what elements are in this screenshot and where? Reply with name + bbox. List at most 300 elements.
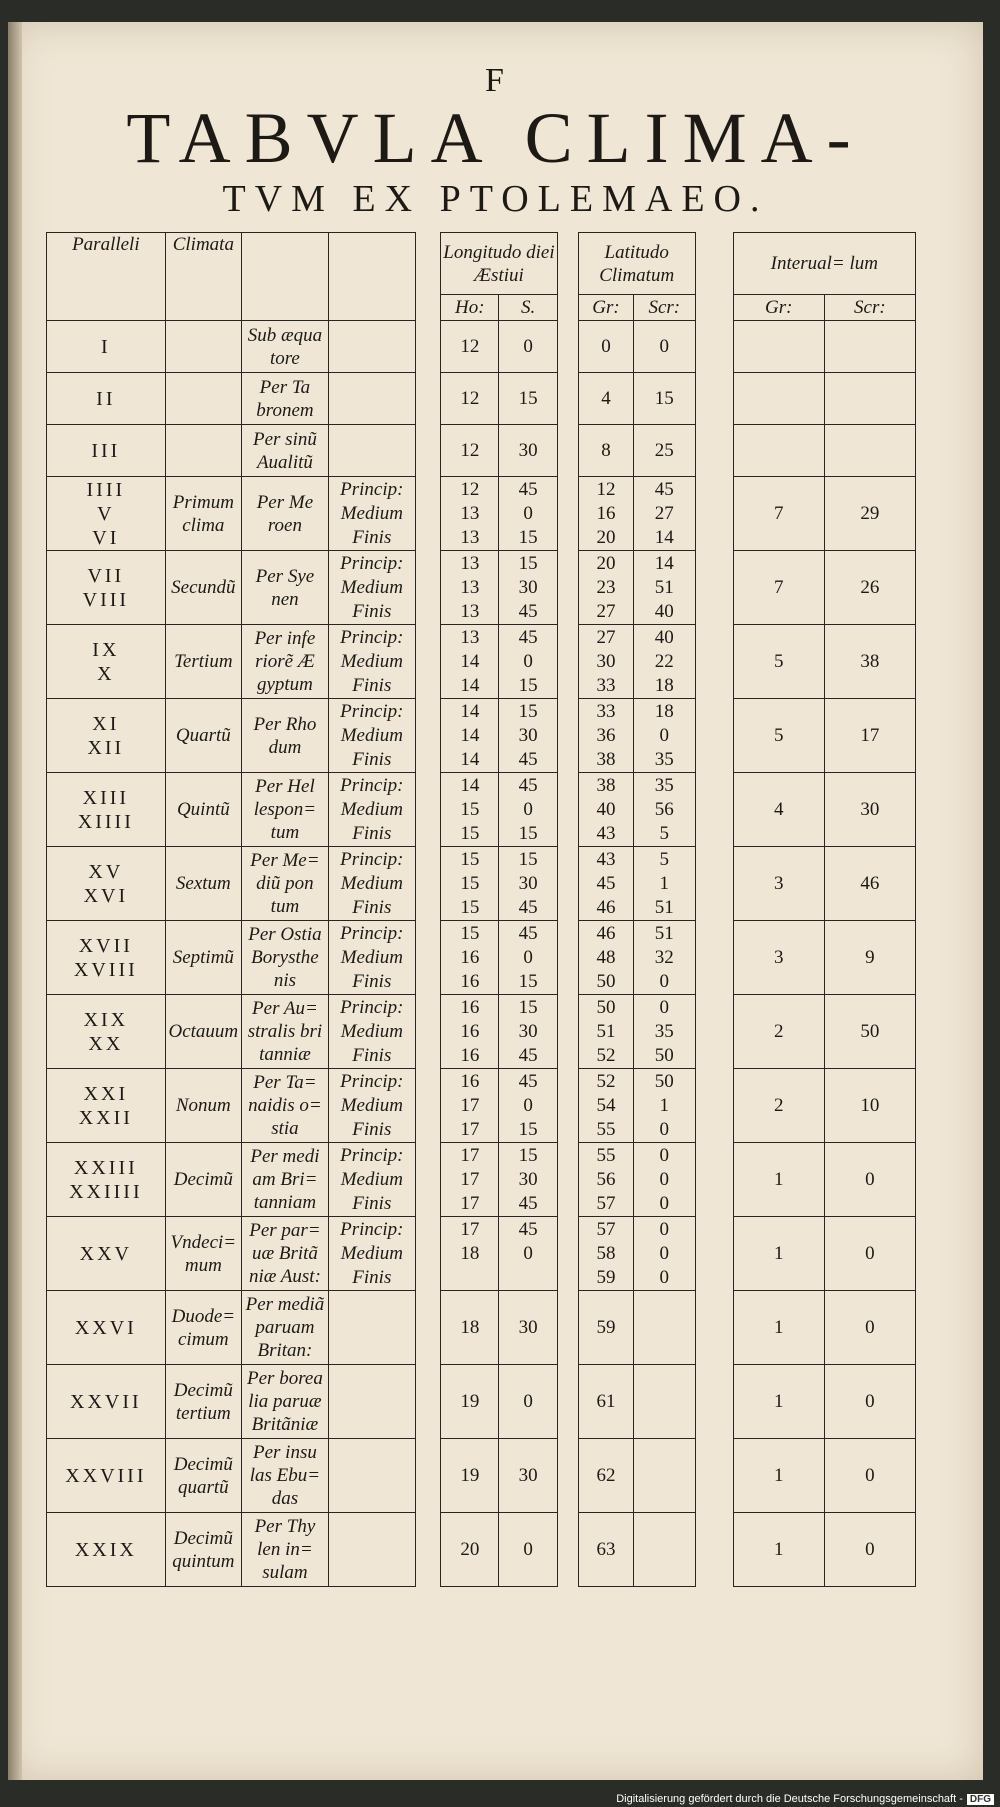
gap-cell — [415, 1513, 440, 1587]
latitudo-degrees-value: 50 — [596, 996, 616, 1018]
position-label-value: Princip: — [340, 996, 404, 1018]
table-row — [47, 477, 916, 551]
gap-cell — [695, 1513, 733, 1587]
longitudo-hours-value: 13 — [460, 526, 480, 548]
longitudo-minutes — [499, 847, 557, 921]
latitudo-degrees — [578, 625, 633, 699]
latitudo-degrees-value: 62 — [596, 1464, 616, 1486]
location-name: Per Rho dum — [241, 699, 328, 773]
longitudo-minutes-value: 0 — [523, 1242, 533, 1264]
longitudo-minutes-value: 0 — [523, 798, 533, 820]
interval-minutes: 0 — [824, 1365, 915, 1439]
position-label-value: Medium — [340, 724, 403, 746]
position-label — [328, 1069, 415, 1143]
table-row — [47, 773, 916, 847]
page-title-line-2: TVM EX PTOLEMAEO. — [222, 178, 769, 220]
latitudo-minutes — [634, 1513, 695, 1587]
location-name: Per Ostia Borysthe nis — [241, 921, 328, 995]
latitudo-minutes-value: 56 — [654, 798, 674, 820]
longitudo-hours — [441, 1143, 499, 1217]
header-gap — [557, 233, 578, 321]
gap-cell — [415, 625, 440, 699]
longitudo-hours-value: 14 — [460, 774, 480, 796]
header-ho: Ho: — [441, 295, 499, 321]
latitudo-degrees-value: 52 — [596, 1044, 616, 1066]
longitudo-hours — [441, 1069, 499, 1143]
longitudo-hours — [441, 373, 499, 425]
longitudo-minutes-value: 0 — [523, 946, 533, 968]
parallel-number-value: XV — [88, 860, 124, 883]
location-name: Per Sye nen — [241, 551, 328, 625]
latitudo-degrees-value: 46 — [596, 922, 616, 944]
table-row — [47, 551, 916, 625]
position-label-value: Medium — [340, 872, 403, 894]
signature-mark: F — [485, 62, 506, 99]
latitudo-minutes-value: 22 — [654, 650, 674, 672]
location-name: Sub æqua tore — [241, 321, 328, 373]
gap-cell — [415, 551, 440, 625]
longitudo-minutes — [499, 551, 557, 625]
longitudo-hours-value: 19 — [460, 1390, 480, 1412]
longitudo-hours — [441, 1291, 499, 1365]
position-label-value: Finis — [352, 600, 392, 622]
clima-name — [165, 373, 241, 425]
longitudo-minutes-value: 30 — [518, 1316, 538, 1338]
interval-minutes: 30 — [824, 773, 915, 847]
longitudo-hours-value: 15 — [460, 872, 480, 894]
latitudo-degrees-value: 33 — [596, 674, 616, 696]
longitudo-hours — [441, 551, 499, 625]
latitudo-degrees-value: 58 — [596, 1242, 616, 1264]
parallel-number-value: XXI — [83, 1082, 129, 1105]
longitudo-hours-value: 14 — [460, 724, 480, 746]
position-label-value: Medium — [340, 650, 403, 672]
latitudo-degrees — [578, 699, 633, 773]
position-label-value: Princip: — [340, 922, 404, 944]
position-label — [328, 995, 415, 1069]
longitudo-hours-value: 20 — [460, 1538, 480, 1560]
latitudo-minutes — [634, 847, 695, 921]
longitudo-hours-value: 12 — [460, 387, 480, 409]
parallel-number-value: V — [97, 502, 115, 525]
longitudo-hours — [441, 625, 499, 699]
latitudo-minutes — [634, 1291, 695, 1365]
longitudo-minutes — [499, 995, 557, 1069]
position-label — [328, 1143, 415, 1217]
header-gr: Gr: — [578, 295, 633, 321]
gap-cell — [415, 1069, 440, 1143]
latitudo-degrees-value: 50 — [596, 970, 616, 992]
clima-name: Decimũ tertium — [165, 1365, 241, 1439]
clima-name: Septimũ — [165, 921, 241, 995]
gap-cell — [415, 1439, 440, 1513]
latitudo-minutes-value: 1 — [659, 1094, 670, 1116]
table-row — [47, 1439, 916, 1513]
position-label-value: Medium — [340, 1168, 403, 1190]
interval-minutes: 17 — [824, 699, 915, 773]
parallel-number — [47, 1291, 166, 1365]
latitudo-degrees-value: 59 — [596, 1316, 616, 1338]
position-label — [328, 551, 415, 625]
longitudo-hours-value: 17 — [460, 1192, 480, 1214]
latitudo-degrees-value: 61 — [596, 1390, 616, 1412]
interval-degrees: 1 — [733, 1217, 824, 1291]
longitudo-minutes-value: 15 — [518, 996, 538, 1018]
clima-name: Octauum — [165, 995, 241, 1069]
longitudo-hours-value: 12 — [460, 478, 480, 500]
latitudo-degrees-value: 55 — [596, 1118, 616, 1140]
position-label — [328, 1217, 415, 1291]
latitudo-degrees-value: 23 — [596, 576, 616, 598]
position-label — [328, 1291, 415, 1365]
latitudo-degrees-value: 0 — [601, 335, 611, 357]
gap-cell — [695, 699, 733, 773]
gap-cell — [695, 321, 733, 373]
position-label — [328, 425, 415, 477]
header-blank-per — [241, 233, 328, 321]
header-s: S. — [499, 295, 557, 321]
longitudo-minutes-value: 30 — [518, 1464, 538, 1486]
longitudo-minutes-value: 15 — [518, 387, 538, 409]
latitudo-degrees-value: 36 — [596, 724, 616, 746]
table-row — [47, 1365, 916, 1439]
parallel-number — [47, 321, 166, 373]
clima-name — [165, 425, 241, 477]
parallel-number — [47, 1513, 166, 1587]
parallel-number — [47, 1439, 166, 1513]
longitudo-hours-value: 17 — [460, 1168, 480, 1190]
latitudo-degrees-value: 33 — [596, 700, 616, 722]
position-label-value: Medium — [340, 946, 403, 968]
latitudo-minutes — [634, 321, 695, 373]
header-climata: Climata — [165, 233, 241, 321]
longitudo-hours-value: 12 — [460, 439, 480, 461]
latitudo-minutes-value: 35 — [654, 748, 674, 770]
longitudo-minutes-value: 30 — [518, 872, 538, 894]
position-label-value: Finis — [352, 1192, 392, 1214]
gap-cell — [695, 1365, 733, 1439]
position-label-value: Medium — [340, 576, 403, 598]
latitudo-degrees — [578, 373, 633, 425]
longitudo-minutes — [499, 699, 557, 773]
latitudo-degrees-value: 45 — [596, 872, 616, 894]
parallel-number-value: VIII — [82, 588, 130, 611]
interval-degrees: 5 — [733, 625, 824, 699]
latitudo-minutes-value: 0 — [659, 1192, 670, 1214]
location-name: Per Ta bronem — [241, 373, 328, 425]
longitudo-hours-value: 18 — [460, 1242, 480, 1264]
table-row — [47, 1291, 916, 1365]
latitudo-minutes — [634, 995, 695, 1069]
gap-cell — [415, 477, 440, 551]
table-row — [47, 321, 916, 373]
longitudo-minutes-value: 45 — [518, 748, 538, 770]
header-interuallum: Interual= lum — [733, 233, 915, 295]
clima-name: Primum clima — [165, 477, 241, 551]
interval-minutes — [824, 373, 915, 425]
location-name: Per insu las Ebu= das — [241, 1439, 328, 1513]
latitudo-minutes-value: 0 — [659, 1118, 670, 1140]
gap-cell — [695, 1217, 733, 1291]
latitudo-minutes-value: 15 — [654, 387, 674, 409]
header-gap — [415, 233, 440, 321]
latitudo-minutes-value: 0 — [659, 724, 670, 746]
latitudo-minutes-value: 0 — [659, 1218, 670, 1240]
gap-cell — [557, 551, 578, 625]
position-label-value: Finis — [352, 1118, 392, 1140]
latitudo-degrees-value: 8 — [601, 439, 611, 461]
latitudo-minutes — [634, 425, 695, 477]
longitudo-minutes — [499, 1291, 557, 1365]
position-label-value: Finis — [352, 526, 392, 548]
longitudo-hours — [441, 425, 499, 477]
latitudo-minutes-value: 25 — [654, 439, 674, 461]
position-label-value: Finis — [352, 674, 392, 696]
longitudo-minutes — [499, 1513, 557, 1587]
gap-cell — [415, 773, 440, 847]
gap-cell — [557, 625, 578, 699]
latitudo-minutes-value: 5 — [659, 848, 670, 870]
position-label — [328, 773, 415, 847]
latitudo-minutes-value — [634, 1464, 694, 1488]
gap-cell — [557, 425, 578, 477]
longitudo-minutes-value: 45 — [518, 626, 538, 648]
latitudo-degrees — [578, 1365, 633, 1439]
interval-minutes: 0 — [824, 1291, 915, 1365]
interval-minutes: 0 — [824, 1217, 915, 1291]
gap-cell — [695, 921, 733, 995]
interval-minutes: 0 — [824, 1513, 915, 1587]
parallel-number-value: VII — [87, 564, 125, 587]
latitudo-degrees-value: 56 — [596, 1168, 616, 1190]
location-name: Per Me roen — [241, 477, 328, 551]
parallel-number-value: XXVIII — [65, 1464, 147, 1487]
gap-cell — [557, 921, 578, 995]
interval-minutes: 10 — [824, 1069, 915, 1143]
parallel-number-value: XX — [88, 1032, 124, 1055]
interval-minutes: 29 — [824, 477, 915, 551]
latitudo-degrees-value: 51 — [596, 1020, 616, 1042]
parallel-number-value: XVII — [78, 934, 133, 957]
interval-degrees — [733, 425, 824, 477]
longitudo-minutes-value: 30 — [518, 1020, 538, 1042]
longitudo-minutes-value: 45 — [518, 600, 538, 622]
latitudo-degrees-value: 57 — [596, 1192, 616, 1214]
longitudo-minutes — [499, 1365, 557, 1439]
position-label-value: Finis — [352, 748, 392, 770]
parallel-number-value: IIII — [86, 478, 126, 501]
gap-cell — [557, 373, 578, 425]
digitization-footer — [616, 1793, 994, 1805]
gap-cell — [557, 699, 578, 773]
longitudo-minutes — [499, 773, 557, 847]
location-name: Per mediã paruam Britan: — [241, 1291, 328, 1365]
interval-degrees: 3 — [733, 847, 824, 921]
header-latitudo: Latitudo Climatum — [578, 233, 695, 295]
longitudo-hours — [441, 321, 499, 373]
latitudo-degrees — [578, 847, 633, 921]
longitudo-minutes-value: 15 — [518, 848, 538, 870]
position-label-value: Princip: — [340, 1070, 404, 1092]
latitudo-degrees-value: 27 — [596, 626, 616, 648]
parallel-number-value: I — [101, 335, 111, 358]
longitudo-hours-value: 15 — [460, 922, 480, 944]
latitudo-minutes-value: 50 — [654, 1044, 674, 1066]
clima-name: Quintũ — [165, 773, 241, 847]
longitudo-minutes — [499, 373, 557, 425]
longitudo-hours-value: 16 — [460, 970, 480, 992]
position-label-value: Finis — [352, 1044, 392, 1066]
clima-name: Duode= cimum — [165, 1291, 241, 1365]
longitudo-minutes-value: 45 — [518, 922, 538, 944]
parallel-number — [47, 995, 166, 1069]
longitudo-minutes-value: 15 — [518, 1144, 538, 1166]
interval-minutes: 0 — [824, 1439, 915, 1513]
longitudo-minutes-value: 0 — [523, 650, 533, 672]
longitudo-minutes-value: 30 — [518, 576, 538, 598]
position-label — [328, 1439, 415, 1513]
position-label-value: Princip: — [340, 1144, 404, 1166]
longitudo-minutes-value: 45 — [518, 1218, 538, 1240]
header-paralleli: Paralleli — [47, 233, 166, 321]
header-interval-gr: Gr: — [733, 295, 824, 321]
page-gutter-shadow — [8, 22, 22, 1780]
parallel-number-value: XXII — [78, 1106, 133, 1129]
clima-name: Tertium — [165, 625, 241, 699]
clima-name — [165, 321, 241, 373]
gap-cell — [415, 1143, 440, 1217]
longitudo-hours-value: 14 — [460, 674, 480, 696]
latitudo-degrees-value: 43 — [596, 848, 616, 870]
gap-cell — [557, 773, 578, 847]
latitudo-degrees — [578, 477, 633, 551]
longitudo-minutes-value: 30 — [518, 439, 538, 461]
latitudo-minutes-value — [634, 1316, 694, 1340]
position-label — [328, 373, 415, 425]
clima-name: Decimũ quartũ — [165, 1439, 241, 1513]
climate-table — [46, 232, 916, 1587]
interval-degrees: 2 — [733, 995, 824, 1069]
latitudo-minutes-value: 0 — [659, 335, 670, 357]
longitudo-minutes-value: 45 — [518, 1192, 538, 1214]
longitudo-hours-value: 13 — [460, 552, 480, 574]
latitudo-degrees-value: 54 — [596, 1094, 616, 1116]
latitudo-minutes — [634, 699, 695, 773]
longitudo-minutes — [499, 625, 557, 699]
parallel-number-value: III — [91, 439, 121, 462]
longitudo-hours-value: 15 — [460, 822, 480, 844]
position-label-value: Finis — [352, 1266, 392, 1288]
table-row — [47, 699, 916, 773]
table-row — [47, 995, 916, 1069]
parallel-number-value: XXIX — [74, 1538, 137, 1561]
latitudo-minutes-value: 0 — [659, 1144, 670, 1166]
position-label-value: Medium — [340, 1094, 403, 1116]
gap-cell — [695, 477, 733, 551]
header-longitudo: Longitudo diei Æstiui — [441, 233, 558, 295]
latitudo-degrees — [578, 921, 633, 995]
longitudo-minutes — [499, 477, 557, 551]
table-row — [47, 1513, 916, 1587]
longitudo-hours — [441, 1217, 499, 1291]
interval-minutes: 46 — [824, 847, 915, 921]
interval-minutes: 38 — [824, 625, 915, 699]
longitudo-minutes-value: 0 — [523, 1538, 533, 1560]
parallel-number — [47, 1143, 166, 1217]
position-label-value: Finis — [352, 822, 392, 844]
longitudo-hours-value: 17 — [460, 1218, 480, 1240]
latitudo-minutes-value: 45 — [654, 478, 674, 500]
location-name: Per Thy len in= sulam — [241, 1513, 328, 1587]
longitudo-minutes — [499, 425, 557, 477]
latitudo-degrees-value: 16 — [596, 502, 616, 524]
position-label-value: Princip: — [340, 626, 404, 648]
parallel-number-value: XXIIII — [69, 1180, 143, 1203]
longitudo-minutes — [499, 1439, 557, 1513]
gap-cell — [695, 773, 733, 847]
latitudo-minutes — [634, 477, 695, 551]
latitudo-minutes-value — [634, 1390, 694, 1414]
longitudo-hours-value: 19 — [460, 1464, 480, 1486]
latitudo-minutes — [634, 625, 695, 699]
latitudo-minutes-value: 18 — [654, 700, 674, 722]
longitudo-hours — [441, 1513, 499, 1587]
longitudo-minutes-value: 30 — [518, 724, 538, 746]
longitudo-minutes — [499, 321, 557, 373]
latitudo-degrees-value: 46 — [596, 896, 616, 918]
interval-degrees — [733, 321, 824, 373]
latitudo-degrees-value: 40 — [596, 798, 616, 820]
longitudo-hours-value: 13 — [460, 502, 480, 524]
parallel-number — [47, 773, 166, 847]
longitudo-hours-value: 15 — [460, 798, 480, 820]
gap-cell — [415, 1217, 440, 1291]
latitudo-degrees — [578, 1291, 633, 1365]
footer-text: Digitalisierung gefördert durch die Deutsche Forschungsgemeinschaft - — [616, 1793, 963, 1805]
parallel-number-value: XXIII — [73, 1156, 138, 1179]
interval-minutes: 26 — [824, 551, 915, 625]
gap-cell — [695, 1291, 733, 1365]
parallel-number-value: II — [96, 387, 116, 410]
parallel-number-value: XVI — [83, 884, 129, 907]
latitudo-degrees-value: 48 — [596, 946, 616, 968]
longitudo-hours-value: 14 — [460, 748, 480, 770]
clima-name: Secundũ — [165, 551, 241, 625]
latitudo-minutes-value: 0 — [659, 1242, 670, 1264]
longitudo-hours-value: 14 — [460, 650, 480, 672]
longitudo-minutes-value: 0 — [523, 1094, 533, 1116]
interval-minutes: 50 — [824, 995, 915, 1069]
latitudo-minutes-value: 0 — [659, 970, 670, 992]
latitudo-degrees-value: 55 — [596, 1144, 616, 1166]
latitudo-degrees-value: 57 — [596, 1218, 616, 1240]
latitudo-minutes — [634, 551, 695, 625]
longitudo-hours — [441, 1439, 499, 1513]
latitudo-degrees-value: 38 — [596, 774, 616, 796]
longitudo-minutes-value: 45 — [518, 774, 538, 796]
latitudo-minutes — [634, 773, 695, 847]
location-name: Per par= uæ Britã niæ Aust: — [241, 1217, 328, 1291]
latitudo-degrees — [578, 773, 633, 847]
gap-cell — [557, 477, 578, 551]
latitudo-minutes — [634, 1365, 695, 1439]
interval-degrees: 1 — [733, 1143, 824, 1217]
latitudo-degrees — [578, 1439, 633, 1513]
longitudo-minutes-value: 15 — [518, 822, 538, 844]
gap-cell — [415, 699, 440, 773]
gap-cell — [695, 1143, 733, 1217]
longitudo-minutes-value: 45 — [518, 896, 538, 918]
